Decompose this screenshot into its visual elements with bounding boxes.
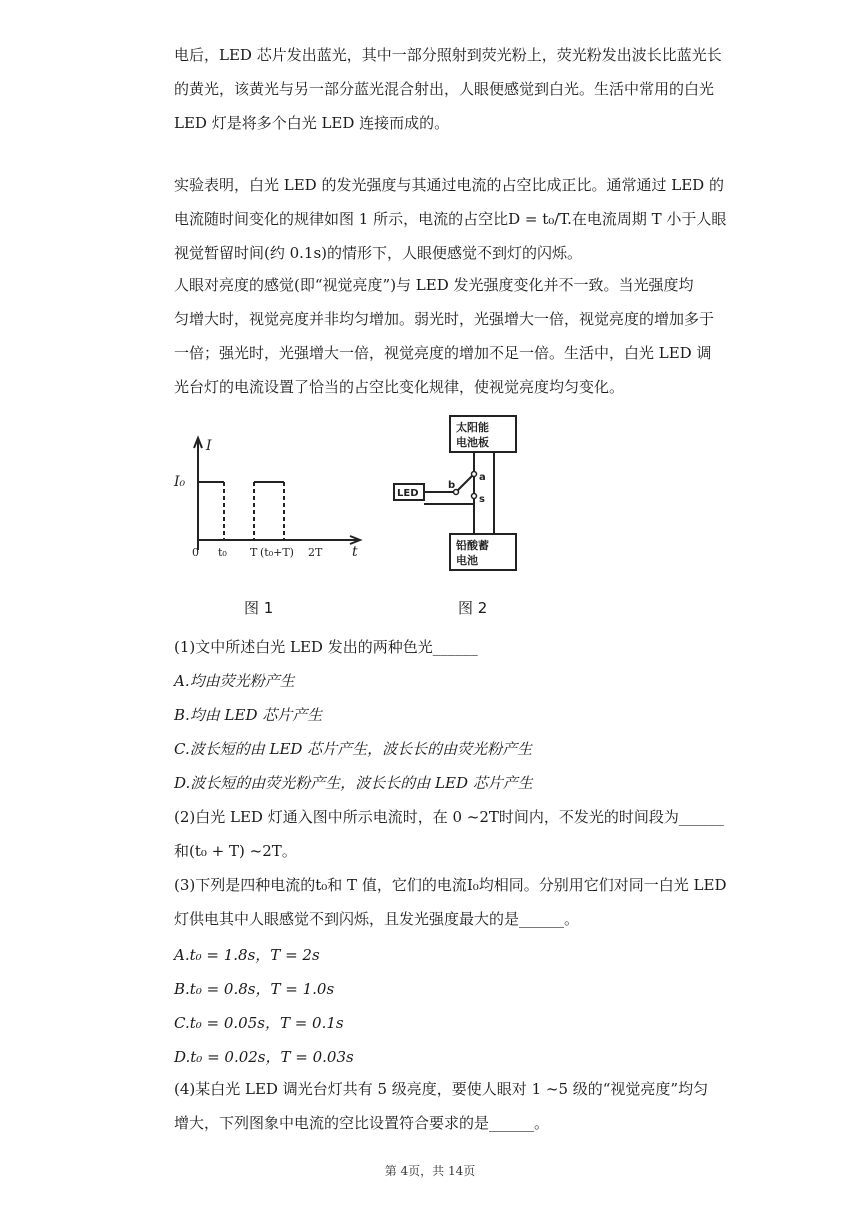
level-label: I₀ xyxy=(174,474,186,490)
option-3d: D.t₀ = 0.02s，T = 0.03s xyxy=(174,1048,354,1066)
solar-panel-label-2: 电池板 xyxy=(456,436,489,449)
option-1a: A.均由荧光粉产生 xyxy=(174,672,295,690)
paragraph-line: 光台灯的电流设置了恰当的占空比变化规律，使视觉亮度均匀变化。 xyxy=(174,378,625,396)
paragraph-line: 电后，LED 芯片发出蓝光，其中一部分照射到荧光粉上，荧光粉发出波长比蓝光长 xyxy=(174,46,722,64)
figure-2-circuit xyxy=(390,410,530,580)
page-footer: 第 4页，共 14页 xyxy=(384,1164,476,1178)
paragraph-line: 匀增大时，视觉亮度并非均匀增加。弱光时，光强增大一倍，视觉亮度的增加多于 xyxy=(174,310,715,328)
led-label: LED xyxy=(397,488,419,499)
question-2-line: (2)白光 LED 灯通入图中所示电流时，在 0 ~2T时间内，不发光的时间段为______ xyxy=(174,808,724,826)
battery-label-2: 电池 xyxy=(456,554,478,567)
tick-label: T xyxy=(250,546,258,559)
option-3a: A.t₀ = 1.8s，T = 2s xyxy=(174,946,320,964)
switch-label-b: b xyxy=(448,480,456,491)
paragraph-line: 一倍；强光时，光强增大一倍，视觉亮度的增加不足一倍。生活中，白光 LED 调 xyxy=(174,344,712,362)
question-4-line: (4)某白光 LED 调光台灯共有 5 级亮度，要使人眼对 1 ~5 级的“视觉亮度”均匀 xyxy=(174,1080,709,1098)
option-3b: B.t₀ = 0.8s，T = 1.0s xyxy=(174,980,335,998)
option-1b: B.均由 LED 芯片产生 xyxy=(174,706,323,724)
y-axis-label: I xyxy=(206,438,212,454)
paragraph-line: 电流随时间变化的规律如图 1 所示，电流的占空比D = t₀/T.在电流周期 T 小于人眼 xyxy=(174,210,727,228)
switch-lever xyxy=(456,474,474,492)
switch-label-s: s xyxy=(479,494,485,505)
switch-label-a: a xyxy=(479,472,486,483)
paragraph-line: 实验表明，白光 LED 的发光强度与其通过电流的占空比成正比。通常通过 LED 的 xyxy=(174,176,724,194)
tick-label: 0 xyxy=(192,546,199,559)
question-2-line: 和(t₀ + T) ~2T。 xyxy=(174,842,297,860)
paragraph-line: 视觉暂留时间(约 0.1s)的情形下，人眼便感觉不到灯的闪烁。 xyxy=(174,244,583,262)
question-3-line: (3)下列是四种电流的t₀和 T 值，它们的电流I₀均相同。分别用它们对同一白光 LED xyxy=(174,876,727,894)
solar-panel-label-1: 太阳能 xyxy=(456,421,489,434)
tick-label: 2T xyxy=(308,546,323,559)
paragraph-line: 人眼对亮度的感觉(即“视觉亮度”)与 LED 发光强度变化并不一致。当光强度均 xyxy=(174,276,694,294)
question-1: (1)文中所述白光 LED 发出的两种色光______ xyxy=(174,638,478,656)
option-1c: C.波长短的由 LED 芯片产生，波长长的由荧光粉产生 xyxy=(174,740,533,758)
paragraph-line: 的黄光，该黄光与另一部分蓝光混合射出，人眼便感觉到白光。生活中常用的白光 xyxy=(174,80,715,98)
option-1d: D.波长短的由荧光粉产生，波长长的由 LED 芯片产生 xyxy=(174,774,533,792)
x-axis-label: t xyxy=(352,544,358,560)
figure-2-caption: 图 2 xyxy=(458,599,488,617)
figure-1-waveform xyxy=(170,430,370,560)
tick-label: t₀ xyxy=(218,546,227,559)
option-3c: C.t₀ = 0.05s，T = 0.1s xyxy=(174,1014,344,1032)
question-3-line: 灯供电其中人眼感觉不到闪烁，且发光强度最大的是______。 xyxy=(174,910,580,928)
paragraph-line: LED 灯是将多个白光 LED 连接而成的。 xyxy=(174,114,450,132)
contact-a xyxy=(472,472,477,477)
tick-label: (t₀+T) xyxy=(260,546,294,559)
figure-1-caption: 图 1 xyxy=(244,599,274,617)
contact-s xyxy=(472,494,477,499)
question-4-line: 增大，下列图象中电流的空比设置符合要求的是______。 xyxy=(174,1114,550,1132)
battery-label-1: 铅酸蓄 xyxy=(456,539,489,552)
